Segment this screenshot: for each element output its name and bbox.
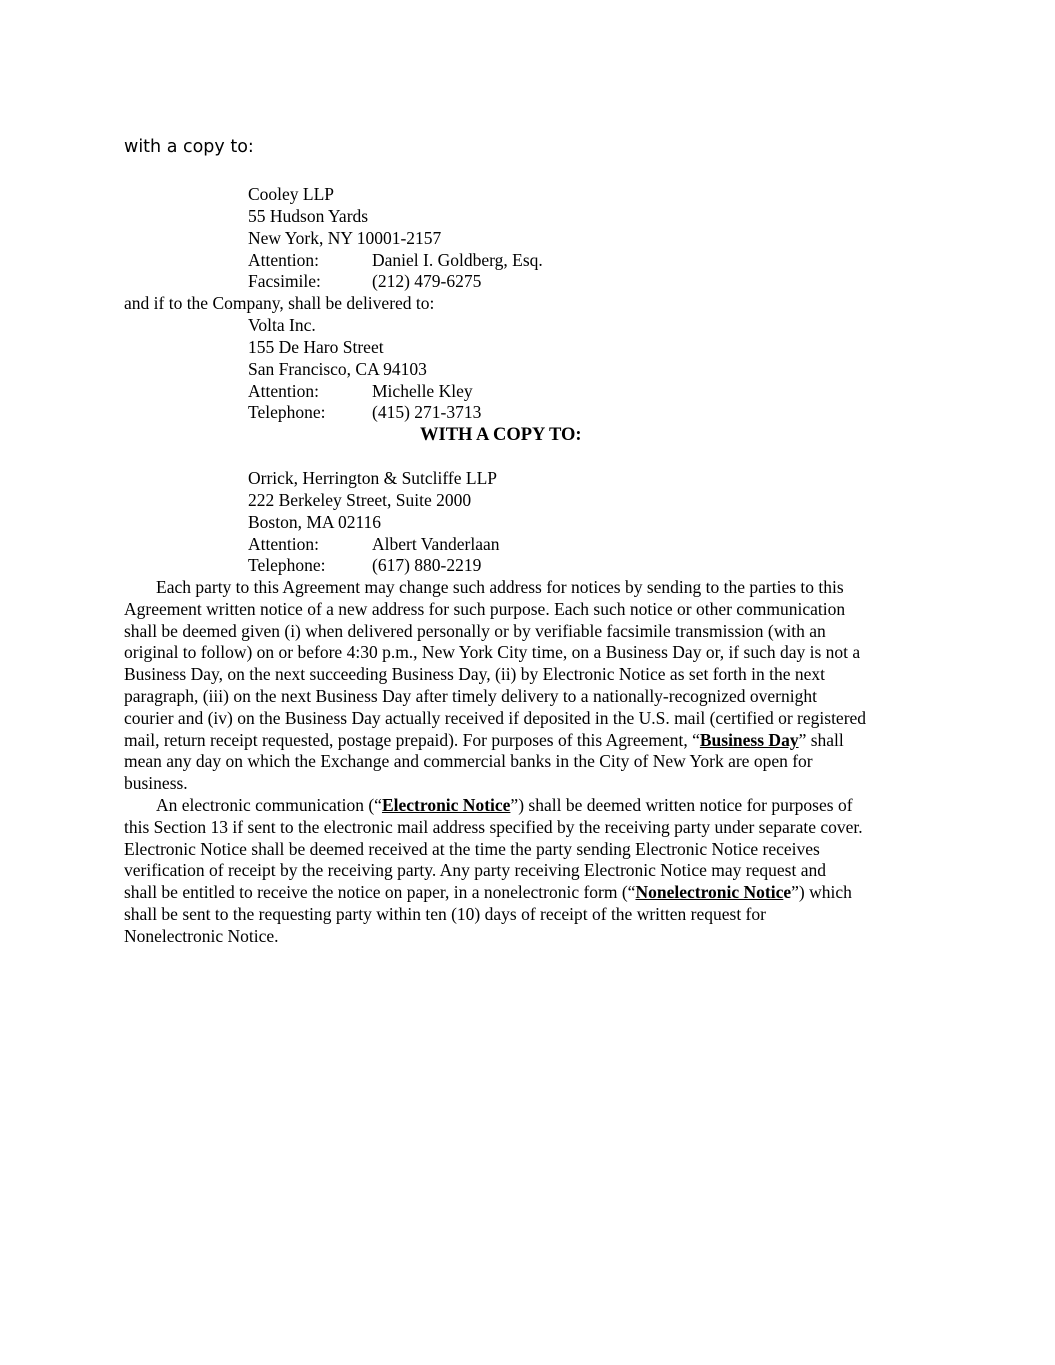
cooley-facsimile	[248, 271, 481, 292]
paragraph-line: Each party to this Agreement may change such address for notices by sending to the parties to this	[156, 577, 844, 597]
text-run: An electronic communication (“	[156, 795, 382, 815]
volta-attention	[248, 381, 473, 402]
with-a-copy-to-heading: WITH A COPY TO:	[420, 425, 582, 445]
paragraph-line: courier and (iv) on the Business Day actually received if deposited in the U.S. mail (certified or registered	[124, 707, 867, 728]
facsimile-value: (212) 479-6275	[372, 271, 482, 291]
text-run: shall be entitled to receive the notice on paper, in a nonelectronic form (“	[124, 882, 636, 903]
paragraph-line: Electronic Notice shall be deemed received at the time the party sending Electronic Notice receives	[124, 838, 820, 859]
volta-street: 155 De Haro Street	[248, 337, 384, 357]
text-run: ” shall	[798, 729, 844, 750]
business-day-term: Business Day	[699, 729, 799, 750]
orrick-street: 222 Berkeley Street, Suite 2000	[248, 490, 472, 510]
paragraph-line: verification of receipt by the receiving party. Any party receiving Electronic Notice may request and	[124, 860, 826, 881]
telephone-label: Telephone:	[248, 402, 326, 422]
paragraph-line: business.	[124, 773, 188, 794]
paragraph-line	[124, 882, 934, 904]
telephone-value: (617) 880-2219	[372, 555, 482, 575]
paragraph-line: shall be deemed given (i) when delivered personally or by verifiable facsimile transmission (with an	[124, 620, 826, 641]
paragraph-line	[124, 730, 934, 752]
paragraph-line: this Section 13 if sent to the electronic mail address specified by the receiving party under separate cover.	[124, 816, 863, 837]
cooley-name: Cooley LLP	[248, 184, 335, 204]
company-delivery-intro: and if to the Company, shall be delivered to:	[124, 293, 435, 313]
paragraph-line: original to follow) on or before 4:30 p.m., New York City time, on a Business Day or, if such day is not a	[124, 642, 861, 663]
electronic-notice-term: Electronic Notice	[381, 795, 511, 815]
paragraph-line: shall be sent to the requesting party within ten (10) days of receipt of the written request for	[124, 903, 766, 924]
cooley-attention	[248, 250, 543, 271]
telephone-value: (415) 271-3713	[372, 402, 482, 422]
copy-to-intro: with a copy to:	[124, 137, 254, 157]
notice-address-paragraph	[124, 577, 934, 795]
facsimile-label: Facsimile:	[248, 271, 321, 291]
text-run: ”) which	[791, 882, 852, 903]
cooley-city: New York, NY 10001-2157	[248, 228, 442, 248]
attention-value: Michelle Kley	[372, 381, 473, 401]
electronic-notice-paragraph	[124, 795, 934, 948]
paragraph-line: paragraph, (iii) on the next Business Day after timely delivery to a nationally-recognized overnight	[124, 685, 817, 706]
attention-value: Daniel I. Goldberg, Esq.	[372, 250, 543, 270]
text-run: mail, return receipt requested, postage prepaid). For purposes of this Agreement, “	[124, 729, 700, 750]
paragraph-line: Business Day, on the next succeeding Business Day, (ii) by Electronic Notice as set forth in the next	[124, 664, 825, 685]
telephone-label: Telephone:	[248, 555, 326, 575]
attention-label: Attention:	[248, 250, 319, 270]
attention-label: Attention:	[248, 381, 319, 401]
orrick-city: Boston, MA 02116	[248, 512, 382, 532]
attention-label: Attention:	[248, 534, 319, 554]
orrick-name: Orrick, Herrington & Sutcliffe LLP	[248, 468, 497, 488]
paragraph-line: Nonelectronic Notice.	[124, 925, 279, 946]
volta-telephone	[248, 402, 481, 423]
nonelectronic-notice-term: Nonelectronic Notic	[635, 882, 784, 903]
paragraph-line: Agreement written notice of a new address for such purpose. Each such notice or other communication	[124, 598, 846, 619]
paragraph-line: mean any day on which the Exchange and commercial banks in the City of New York are open for	[124, 751, 813, 772]
orrick-telephone	[248, 555, 481, 576]
volta-name: Volta Inc.	[248, 315, 316, 335]
text-run: ”) shall be deemed written notice for purposes of	[510, 795, 853, 815]
volta-city: San Francisco, CA 94103	[248, 359, 427, 379]
cooley-street: 55 Hudson Yards	[248, 206, 369, 226]
paragraph-line	[124, 795, 934, 817]
orrick-attention	[248, 534, 499, 555]
text-run: e	[783, 882, 792, 903]
attention-value: Albert Vanderlaan	[372, 534, 500, 554]
